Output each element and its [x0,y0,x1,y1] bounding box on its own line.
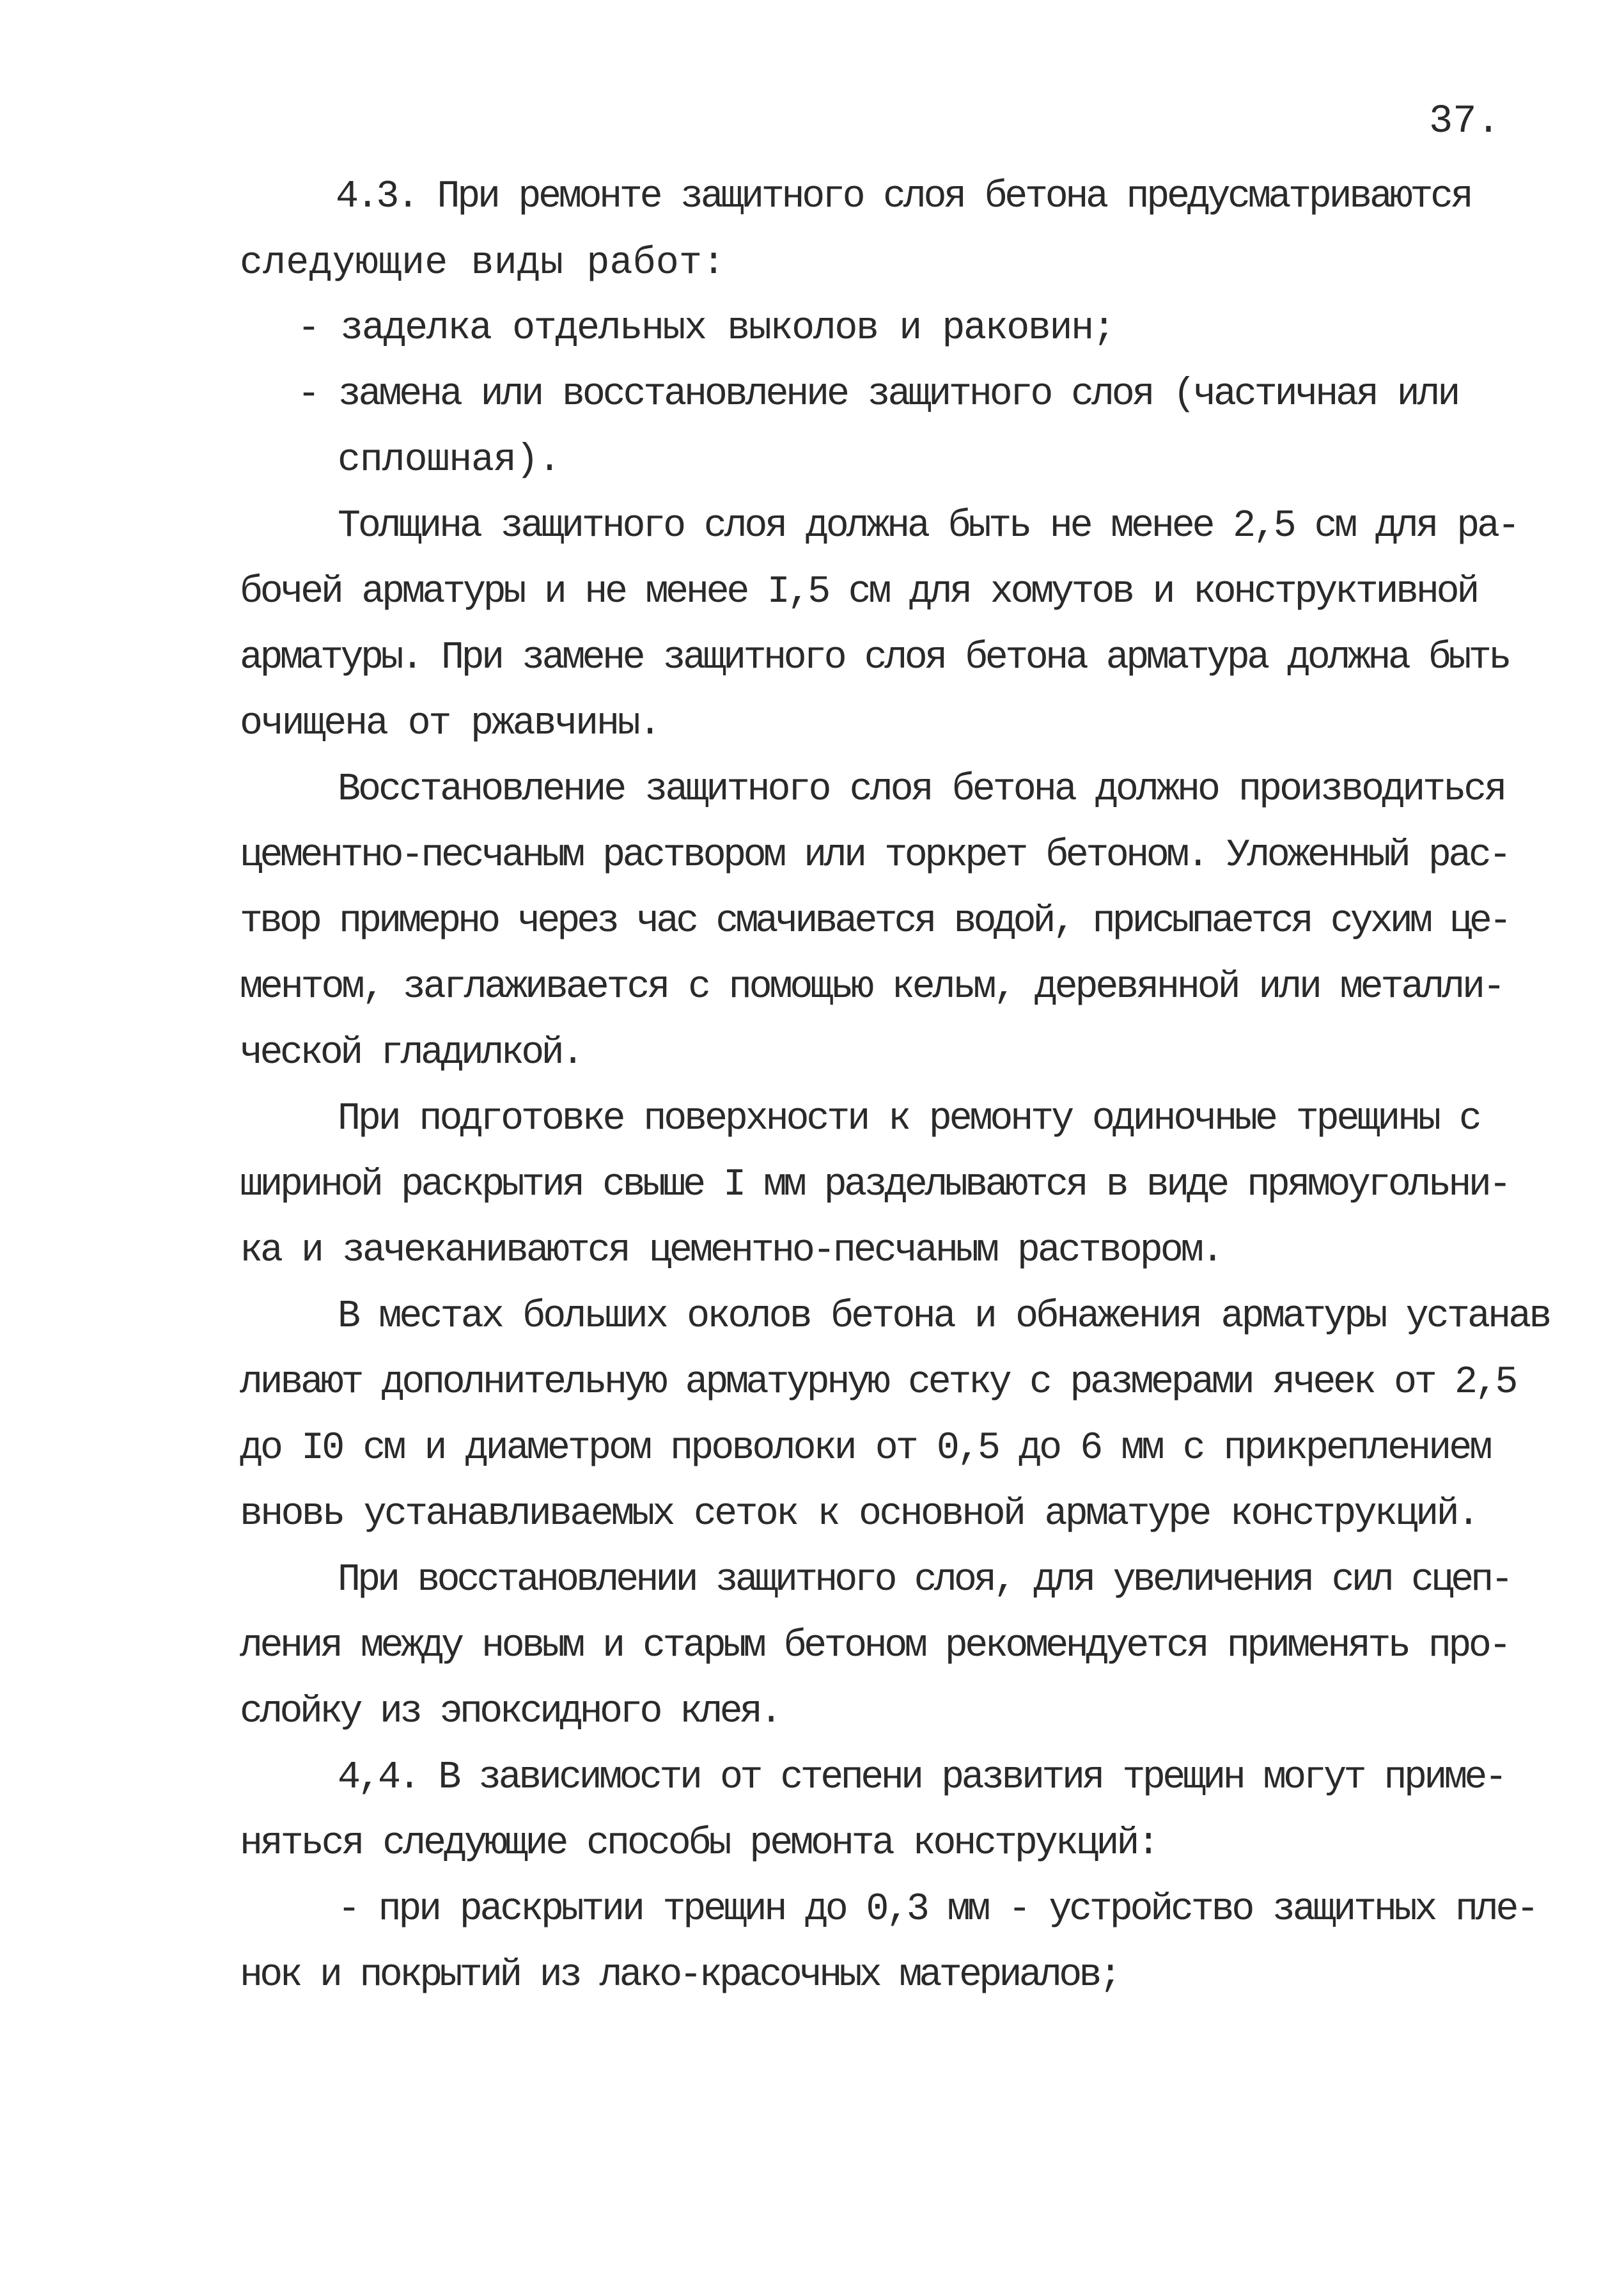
text-line: ментом, заглаживается с помощью кельм, деревянной или металли- [240,966,1503,1009]
text-line: При подготовке поверхности к ремонту одиночные трещины с [338,1097,1480,1141]
text-line: При восстановлении защитного слоя, для увеличения сил сцеп- [338,1558,1511,1602]
text-line: цементно-песчаным раствором или торкрет бетоном. Уложенный рас- [240,834,1509,877]
text-line: ливают дополнительную арматурную сетку с размерами ячеек от 2,5 [240,1361,1516,1404]
text-line: нок и покрытий из лако-красочных материалов; [240,1954,1120,1997]
text-line: ческой гладилкой. [240,1032,582,1075]
page-number: 37. [1429,98,1501,144]
text-line: твор примерно через час смачивается водой, присыпается сухим це- [240,900,1509,943]
list-item: - заделка отдельных выколов и раковин; [297,307,1114,350]
text-line: ления между новым и старым бетоном рекомендуется применять про- [240,1624,1509,1668]
text-line: 4,4. В зависимости от степени развития трещин могут приме- [338,1756,1505,1800]
text-line: 4.3. При ремонте защитного слоя бетона предусматриваются [336,175,1471,219]
text-line: слойку из эпоксидного клея. [240,1690,780,1734]
list-item: - при раскрытии трещин до 0,3 мм - устройство защитных пле- [338,1888,1537,1931]
text-line: очищена от ржавчины. [240,702,660,746]
text-line: шириной раскрытия свыше I мм разделываются в виде прямоугольни- [240,1163,1509,1207]
text-line: няться следующие способы ремонта конструкций: [240,1822,1158,1865]
text-line: Восстановление защитного слоя бетона должно производиться [338,768,1505,812]
text-line: вновь устанавливаемых сеток к основной арматуре конструкций. [240,1493,1478,1536]
text-line: сплошная). [338,439,561,482]
text-line: арматуры. При замене защитного слоя бетона арматура должна быть [240,636,1509,680]
text-line: В местах больших околов бетона и обнажения арматуры устанав [338,1295,1550,1339]
text-line: следующие виды работ: [240,242,726,285]
text-line: бочей арматуры и не менее I,5 см для хомутов и конструктивной [240,570,1478,614]
text-line: Толщина защитного слоя должна быть не менее 2,5 см для ра- [338,505,1518,548]
text-line: до I0 см и диаметром проволоки от 0,5 до 6 мм с прикреплением [240,1427,1490,1470]
list-item: - замена или восстановление защитного слоя (частичная или [297,373,1458,416]
text-line: ка и зачеканиваются цементно-песчаным раствором. [240,1229,1222,1273]
